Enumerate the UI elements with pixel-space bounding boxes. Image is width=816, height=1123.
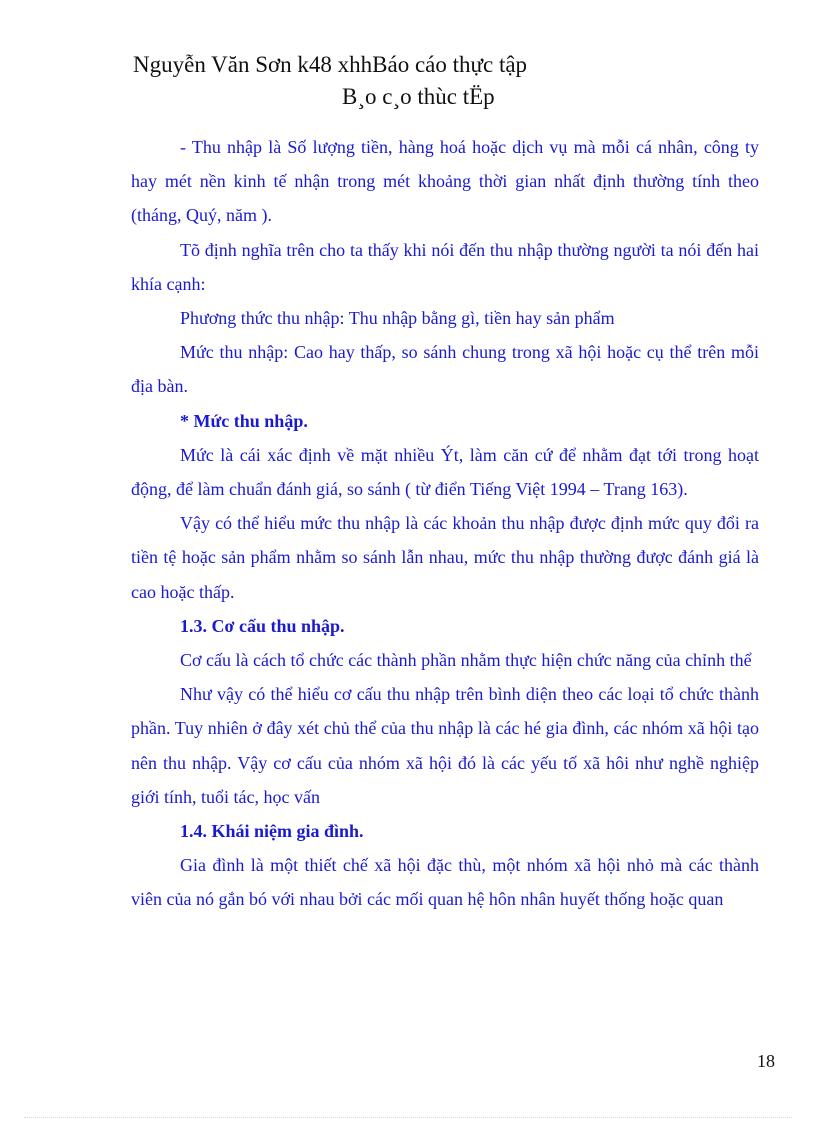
paragraph-income-definition: - Thu nhập là Số lượng tiền, hàng hoá hoặc dịch vụ mà mỗi cá nhân, công ty hay mét nền kinh tế nhận trong mét khoảng thời gian nhất định thường tính theo (tháng, Quý, năm ).: [131, 137, 759, 226]
document-body: [131, 130, 759, 917]
paragraph-two-aspects: Tõ định nghĩa trên cho ta thấy khi nói đến thu nhập thường người ta nói đến hai khía cạnh:: [131, 239, 759, 294]
paragraph-structure-understanding: Như vậy có thể hiểu cơ cấu thu nhập trên bình diện theo các loại tổ chức thành phần. Tuy nhiên ở đây xét chủ thể của thu nhập là các hé gia đình, các nhóm xã hội tạo nên thu nhập. Vậy cơ cấu của nhóm xã hội đó là các yếu tố xã hôi như nghề nghiệp giới tính, tuổi tác, học vấn: [131, 684, 759, 807]
paragraph-structure-definition: Cơ cấu là cách tổ chức các thành phần nhằm thực hiện chức năng của chỉnh thể: [180, 650, 752, 671]
report-header-encoded-title: B¸o c¸o thùc tËp: [342, 84, 495, 109]
paragraph-family-definition: Gia đình là một thiết chế xã hội đặc thù, một nhóm xã hội nhỏ mà các thành viên của nó gắn bó với nhau bởi các mối quan hệ hôn nhân huyết thống hoặc quan: [131, 855, 759, 910]
heading-family-concept: 1.4. Khái niệm gia đình.: [180, 821, 364, 842]
paragraph-level-definition: Mức là cái xác định về mặt nhiều Ýt, làm căn cứ để nhằm đạt tới trong hoạt động, để làm chuẩn đánh giá, so sánh ( từ điển Tiếng Việt 1994 – Trang 163).: [131, 444, 759, 500]
page-bottom-border: [24, 1117, 792, 1118]
page-number: 18: [757, 1051, 775, 1071]
report-header-author-title: Nguyễn Văn Sơn k48 xhhBáo cáo thực tập: [133, 52, 528, 77]
paragraph-income-method: Phương thức thu nhập: Thu nhập bằng gì, tiền hay sản phẩm: [180, 308, 615, 329]
heading-income-structure: 1.3. Cơ cấu thu nhập.: [180, 615, 345, 636]
paragraph-level-understanding: Vậy có thể hiểu mức thu nhập là các khoản thu nhập được định mức quy đổi ra tiền tệ hoặc sản phẩm nhằm so sánh lẫn nhau, mức thu nhập thường được đánh giá là cao hoặc thấp.: [131, 513, 759, 602]
heading-income-level: * Mức thu nhập.: [180, 410, 308, 431]
paragraph-income-level: Mức thu nhập: Cao hay thấp, so sánh chung trong xã hội hoặc cụ thể trên mỗi địa bàn.: [131, 342, 759, 397]
